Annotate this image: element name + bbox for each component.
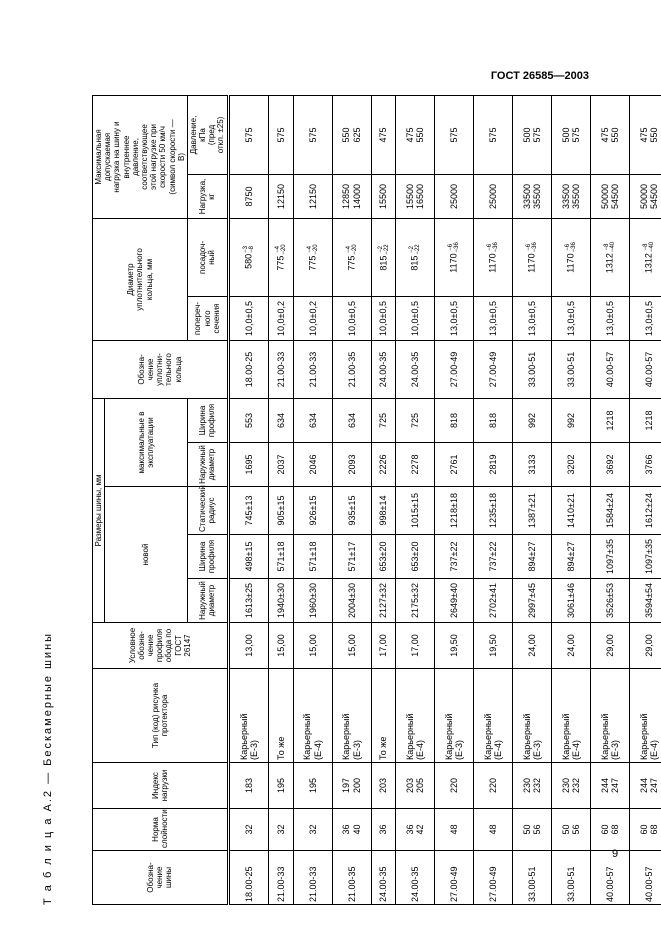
cell-seat-diameter [396,218,435,296]
cell-tread-type: Карьерный (Е-3) [513,669,552,763]
cell-cross-section: 10,0±0,5 [396,296,435,340]
header-max-outer-diameter: Наружный диаметр [187,443,228,487]
cell-max-outer-diameter: 3692 [591,443,630,487]
seat-upper-deviation: −6 [448,243,455,251]
cell-static-radius: 935±15 [332,487,371,535]
cell-new-outer-diameter: 2127±32 [371,579,396,623]
cell-new-outer-diameter: 2702±41 [474,579,513,623]
cell-profile-designation: 24,00 [513,623,552,669]
cell-static-radius: 1612±24 [630,487,661,535]
cell-load-index: 197 200 [332,763,371,809]
header-new-profile-width: Ширина профиля [187,535,228,579]
header-cross-section: попереч- ного сечения [187,296,228,340]
cell-cross-section: 13,0±0,5 [513,296,552,340]
cell-ply-rating: 36 42 [396,809,435,851]
cell-pressure: 475 550 [396,95,435,174]
table-row [513,95,552,904]
cell-load: 33500 35500 [552,174,591,218]
header-max-profile-width: Ширина профиля [187,398,228,442]
cell-ply-rating: 48 [435,809,474,851]
cell-max-outer-diameter: 3766 [630,443,661,487]
seat-lower-deviation: −20 [351,244,358,255]
table-row [293,95,332,904]
page-number: 9 [612,848,619,860]
cell-pressure: 500 575 [552,95,591,174]
cell-load-index: 220 [435,763,474,809]
seat-lower-deviation: −22 [415,244,422,255]
cell-profile-designation: 13,00 [228,623,269,669]
cell-ply-rating: 60 68 [591,809,630,851]
cell-profile-designation: 17,00 [371,623,396,669]
table-row [396,95,435,904]
cell-seat-diameter [630,218,661,296]
cell-static-radius: 1235±18 [474,487,513,535]
cell-load: 12850 14000 [332,174,371,218]
cell-static-radius: 1218±18 [435,487,474,535]
cell-new-profile-width: 653±20 [371,535,396,579]
cell-static-radius: 745±13 [228,487,269,535]
cell-cross-section: 10,0±0,5 [332,296,371,340]
cell-oring-designation: 24.00-35 [371,340,396,398]
document-header: ГОСТ 26585—2003 [490,70,589,82]
seat-upper-deviation: −2 [377,246,384,253]
cell-new-profile-width: 498±15 [228,535,269,579]
cell-max-outer-diameter: 2819 [474,443,513,487]
cell-new-outer-diameter: 2649±40 [435,579,474,623]
seat-base: 775 [346,255,357,271]
cell-load-index: 230 232 [513,763,552,809]
cell-ply-rating: 48 [474,809,513,851]
cell-load-index: 203 205 [396,763,435,809]
table-row [228,95,269,904]
cell-max-outer-diameter: 3133 [513,443,552,487]
cell-profile-designation: 15,00 [293,623,332,669]
seat-lower-deviation: −20 [281,244,288,255]
cell-max-profile-width: 1218 [591,398,630,442]
table-row [269,95,294,904]
cell-ply-rating: 36 [371,809,396,851]
cell-cross-section: 13,0±0,5 [552,296,591,340]
cell-load-index: 230 232 [552,763,591,809]
seat-upper-deviation: −3 [242,246,249,253]
cell-max-outer-diameter: 2093 [332,443,371,487]
cell-load: 25000 [474,174,513,218]
seat-base: 1312 [604,253,615,274]
table-row [630,95,661,904]
cell-new-profile-width: 737±22 [435,535,474,579]
seat-base: 815 [409,255,420,271]
cell-tread-type: Карьерный (Е-3) [591,669,630,763]
cell-designation: 33.00-51 [513,851,552,905]
cell-tread-type: Карьерный (Е-3) [435,669,474,763]
cell-load-index: 203 [371,763,396,809]
cell-tread-type: Карьерный (Е-4) [630,669,661,763]
cell-load-index: 244 247 [591,763,630,809]
seat-lower-deviation: −36 [571,242,578,253]
seat-base: 1170 [448,253,459,273]
cell-profile-designation: 15,00 [269,623,294,669]
cell-profile-designation: 17,00 [396,623,435,669]
cell-profile-designation: 29,00 [630,623,661,669]
cell-profile-designation: 19,50 [435,623,474,669]
seat-base: 1170 [565,253,576,273]
seat-upper-deviation: −2 [409,246,416,253]
seat-base: 1170 [487,253,498,273]
cell-designation: 24.00-35 [396,851,435,905]
cell-pressure: 550 625 [332,95,371,174]
cell-max-profile-width: 818 [474,398,513,442]
cell-ply-rating: 32 [228,809,269,851]
table-row [474,95,513,904]
seat-base: 1312 [643,253,654,274]
tire-table [92,95,661,905]
seat-upper-deviation: −6 [565,243,572,251]
cell-new-profile-width: 894±27 [552,535,591,579]
cell-new-outer-diameter: 3061±46 [552,579,591,623]
cell-ply-rating: 50 56 [552,809,591,851]
cell-oring-designation: 33.00-51 [513,340,552,398]
cell-load: 15500 16500 [396,174,435,218]
cell-max-outer-diameter: 2037 [269,443,294,487]
cell-load: 12150 [293,174,332,218]
cell-max-outer-diameter: 1695 [228,443,269,487]
cell-max-profile-width: 725 [396,398,435,442]
table-row [552,95,591,904]
seat-lower-deviation: −20 [312,244,319,255]
cell-tread-type: То же [269,669,294,763]
seat-upper-deviation: −4 [306,246,313,253]
cell-new-profile-width: 571±18 [293,535,332,579]
cell-ply-rating: 32 [269,809,294,851]
cell-oring-designation: 33.00-51 [552,340,591,398]
cell-seat-diameter [513,218,552,296]
cell-seat-diameter [435,218,474,296]
cell-load: 8750 [228,174,269,218]
cell-load: 25000 [435,174,474,218]
header-profile-designation: Условное обозна- чение профиля обода по ГОСТ 26147 [93,623,229,669]
rotated-table-block [40,85,660,905]
cell-tread-type: Карьерный (Е-3) [332,669,371,763]
cell-cross-section: 13,0±0,5 [630,296,661,340]
table-row [435,95,474,904]
seat-upper-deviation: −6 [526,243,533,251]
cell-ply-rating: 60 68 [630,809,661,851]
cell-max-profile-width: 992 [513,398,552,442]
cell-pressure: 575 [435,95,474,174]
cell-designation: 18.00-25 [228,851,269,905]
cell-max-profile-width: 553 [228,398,269,442]
cell-static-radius: 926±15 [293,487,332,535]
seat-base: 775 [307,255,318,271]
cell-designation: 33.00-51 [552,851,591,905]
seat-lower-deviation: −36 [493,242,500,253]
cell-seat-diameter [552,218,591,296]
cell-oring-designation: 27.00-49 [435,340,474,398]
cell-load: 50000 54500 [591,174,630,218]
cell-new-outer-diameter: 3594±54 [630,579,661,623]
cell-oring-designation: 18.00-25 [228,340,269,398]
cell-designation: 27.00-49 [435,851,474,905]
cell-pressure: 575 [269,95,294,174]
seat-base: 1170 [526,253,537,273]
cell-designation: 21.00-35 [332,851,371,905]
cell-profile-designation: 24,00 [552,623,591,669]
cell-pressure: 575 [293,95,332,174]
seat-upper-deviation: −8 [604,243,611,251]
cell-oring-designation: 27.00-49 [474,340,513,398]
cell-max-outer-diameter: 2761 [435,443,474,487]
cell-designation: 40.00-57 [630,851,661,905]
cell-new-profile-width: 571±17 [332,535,371,579]
seat-lower-deviation: −8 [248,246,255,253]
cell-pressure: 475 550 [591,95,630,174]
cell-new-outer-diameter: 2004±30 [332,579,371,623]
cell-seat-diameter [293,218,332,296]
cell-load-index: 244 247 [630,763,661,809]
header-static-radius: Статический радиус [187,487,228,535]
header-load-index: Индекс нагрузки [93,763,229,809]
cell-profile-designation: 19,50 [474,623,513,669]
seat-upper-deviation: −6 [487,243,494,251]
seat-lower-deviation: −36 [454,242,461,253]
cell-new-outer-diameter: 1613±25 [228,579,269,623]
table-row [371,95,396,904]
cell-pressure: 475 550 [630,95,661,174]
cell-oring-designation: 21.00-35 [332,340,371,398]
seat-base: 815 [377,255,388,271]
cell-static-radius: 1584±24 [591,487,630,535]
seat-lower-deviation: −40 [610,241,617,253]
cell-cross-section: 10,0±0,2 [269,296,294,340]
cell-load-index: 195 [293,763,332,809]
header-new-outer-diameter: Наружный диаметр [187,579,228,623]
header-seat: посадоч- ный [187,218,228,296]
cell-new-profile-width: 1097±35 [630,535,661,579]
cell-profile-designation: 15,00 [332,623,371,669]
cell-designation: 40.00-57 [591,851,630,905]
cell-seat-diameter [228,218,269,296]
cell-new-outer-diameter: 2175±32 [396,579,435,623]
cell-tread-type: Карьерный (Е-4) [293,669,332,763]
cell-max-profile-width: 992 [552,398,591,442]
cell-new-outer-diameter: 3526±53 [591,579,630,623]
cell-designation: 27.00-49 [474,851,513,905]
seat-base: 775 [275,255,286,271]
cell-seat-diameter [474,218,513,296]
header-max-load: Максимальная допускаемая нагрузка на шину и внутреннее давление, соответствующее этой нагрузке при скорости 50 км/ч (символ скорости — В) [93,95,188,218]
cell-seat-diameter [591,218,630,296]
cell-max-profile-width: 725 [371,398,396,442]
header-oring-designation: Обозна- чение уплотни- тельного кольца [93,340,229,398]
header-tread-type: Тип (код) рисунка протектора [93,669,229,763]
seat-base: 580 [243,253,254,269]
cell-max-profile-width: 1218 [630,398,661,442]
cell-cross-section: 10,0±0,5 [228,296,269,340]
cell-designation: 21.00-33 [293,851,332,905]
cell-seat-diameter [269,218,294,296]
cell-new-profile-width: 653±20 [396,535,435,579]
cell-oring-designation: 24.00-35 [396,340,435,398]
header-oring-diameter: Диаметр уплотнительного кольца, мм [93,218,188,340]
cell-tread-type: Карьерный (Е-4) [396,669,435,763]
cell-designation: 21.00-33 [269,851,294,905]
cell-load: 50000 54500 [630,174,661,218]
cell-load-index: 220 [474,763,513,809]
cell-designation: 24.00-35 [371,851,396,905]
cell-oring-designation: 21.00-33 [293,340,332,398]
seat-upper-deviation: −8 [643,243,650,251]
cell-load: 33500 35500 [513,174,552,218]
cell-max-profile-width: 634 [332,398,371,442]
cell-static-radius: 905±15 [269,487,294,535]
cell-new-profile-width: 894±27 [513,535,552,579]
cell-seat-diameter [332,218,371,296]
cell-static-radius: 1387±21 [513,487,552,535]
seat-upper-deviation: −4 [345,246,352,253]
cell-cross-section: 13,0±0,5 [591,296,630,340]
seat-lower-deviation: −36 [532,242,539,253]
cell-pressure: 575 [228,95,269,174]
header-ply-rating: Норма слойности [93,809,229,851]
cell-new-profile-width: 737±22 [474,535,513,579]
header-tire-dimensions: Размеры шины, мм [93,398,105,622]
seat-lower-deviation: −22 [383,244,390,255]
cell-new-profile-width: 571±18 [269,535,294,579]
cell-cross-section: 13,0±0,5 [435,296,474,340]
cell-cross-section: 10,0±0,2 [293,296,332,340]
cell-oring-designation: 40.00-57 [630,340,661,398]
cell-pressure: 575 [474,95,513,174]
header-load: Нагрузка, кг [187,174,228,218]
cell-tread-type: То же [371,669,396,763]
cell-new-outer-diameter: 1940±30 [269,579,294,623]
header-pressure: Давление, кПа (пред откл. ±25) [187,95,228,174]
cell-cross-section: 13,0±0,5 [474,296,513,340]
cell-tread-type: Карьерный (Е-3) [228,669,269,763]
table-row [332,95,371,904]
header-max-in-service: максимальные в эксплуатации [105,398,188,486]
cell-new-outer-diameter: 2997±45 [513,579,552,623]
cell-oring-designation: 40.00-57 [591,340,630,398]
cell-static-radius: 1410±21 [552,487,591,535]
cell-max-profile-width: 634 [293,398,332,442]
cell-tread-type: Карьерный (Е-4) [474,669,513,763]
cell-load: 15500 [371,174,396,218]
cell-profile-designation: 29,00 [591,623,630,669]
cell-pressure: 475 [371,95,396,174]
cell-load-index: 183 [228,763,269,809]
cell-ply-rating: 32 [293,809,332,851]
seat-upper-deviation: −4 [275,246,282,253]
cell-static-radius: 1015±15 [396,487,435,535]
cell-max-outer-diameter: 2226 [371,443,396,487]
cell-max-outer-diameter: 2278 [396,443,435,487]
cell-max-outer-diameter: 3202 [552,443,591,487]
table-row [591,95,630,904]
cell-new-profile-width: 1097±35 [591,535,630,579]
cell-pressure: 500 575 [513,95,552,174]
cell-load: 12150 [269,174,294,218]
cell-cross-section: 10,0±0,5 [371,296,396,340]
cell-ply-rating: 36 40 [332,809,371,851]
cell-new-outer-diameter: 1960±30 [293,579,332,623]
cell-load-index: 195 [269,763,294,809]
cell-max-profile-width: 818 [435,398,474,442]
cell-max-profile-width: 634 [269,398,294,442]
cell-max-outer-diameter: 2046 [293,443,332,487]
seat-lower-deviation: −40 [649,241,656,253]
cell-seat-diameter [371,218,396,296]
cell-tread-type: Карьерный (Е-4) [552,669,591,763]
cell-ply-rating: 50 56 [513,809,552,851]
table-caption: Т а б л и ц а А.2 — Бескамерные шины [42,631,54,905]
cell-static-radius: 998±14 [371,487,396,535]
header-designation: Обозна- чение шины [93,851,229,905]
header-new: новой [105,487,188,623]
cell-oring-designation: 21.00-33 [269,340,294,398]
